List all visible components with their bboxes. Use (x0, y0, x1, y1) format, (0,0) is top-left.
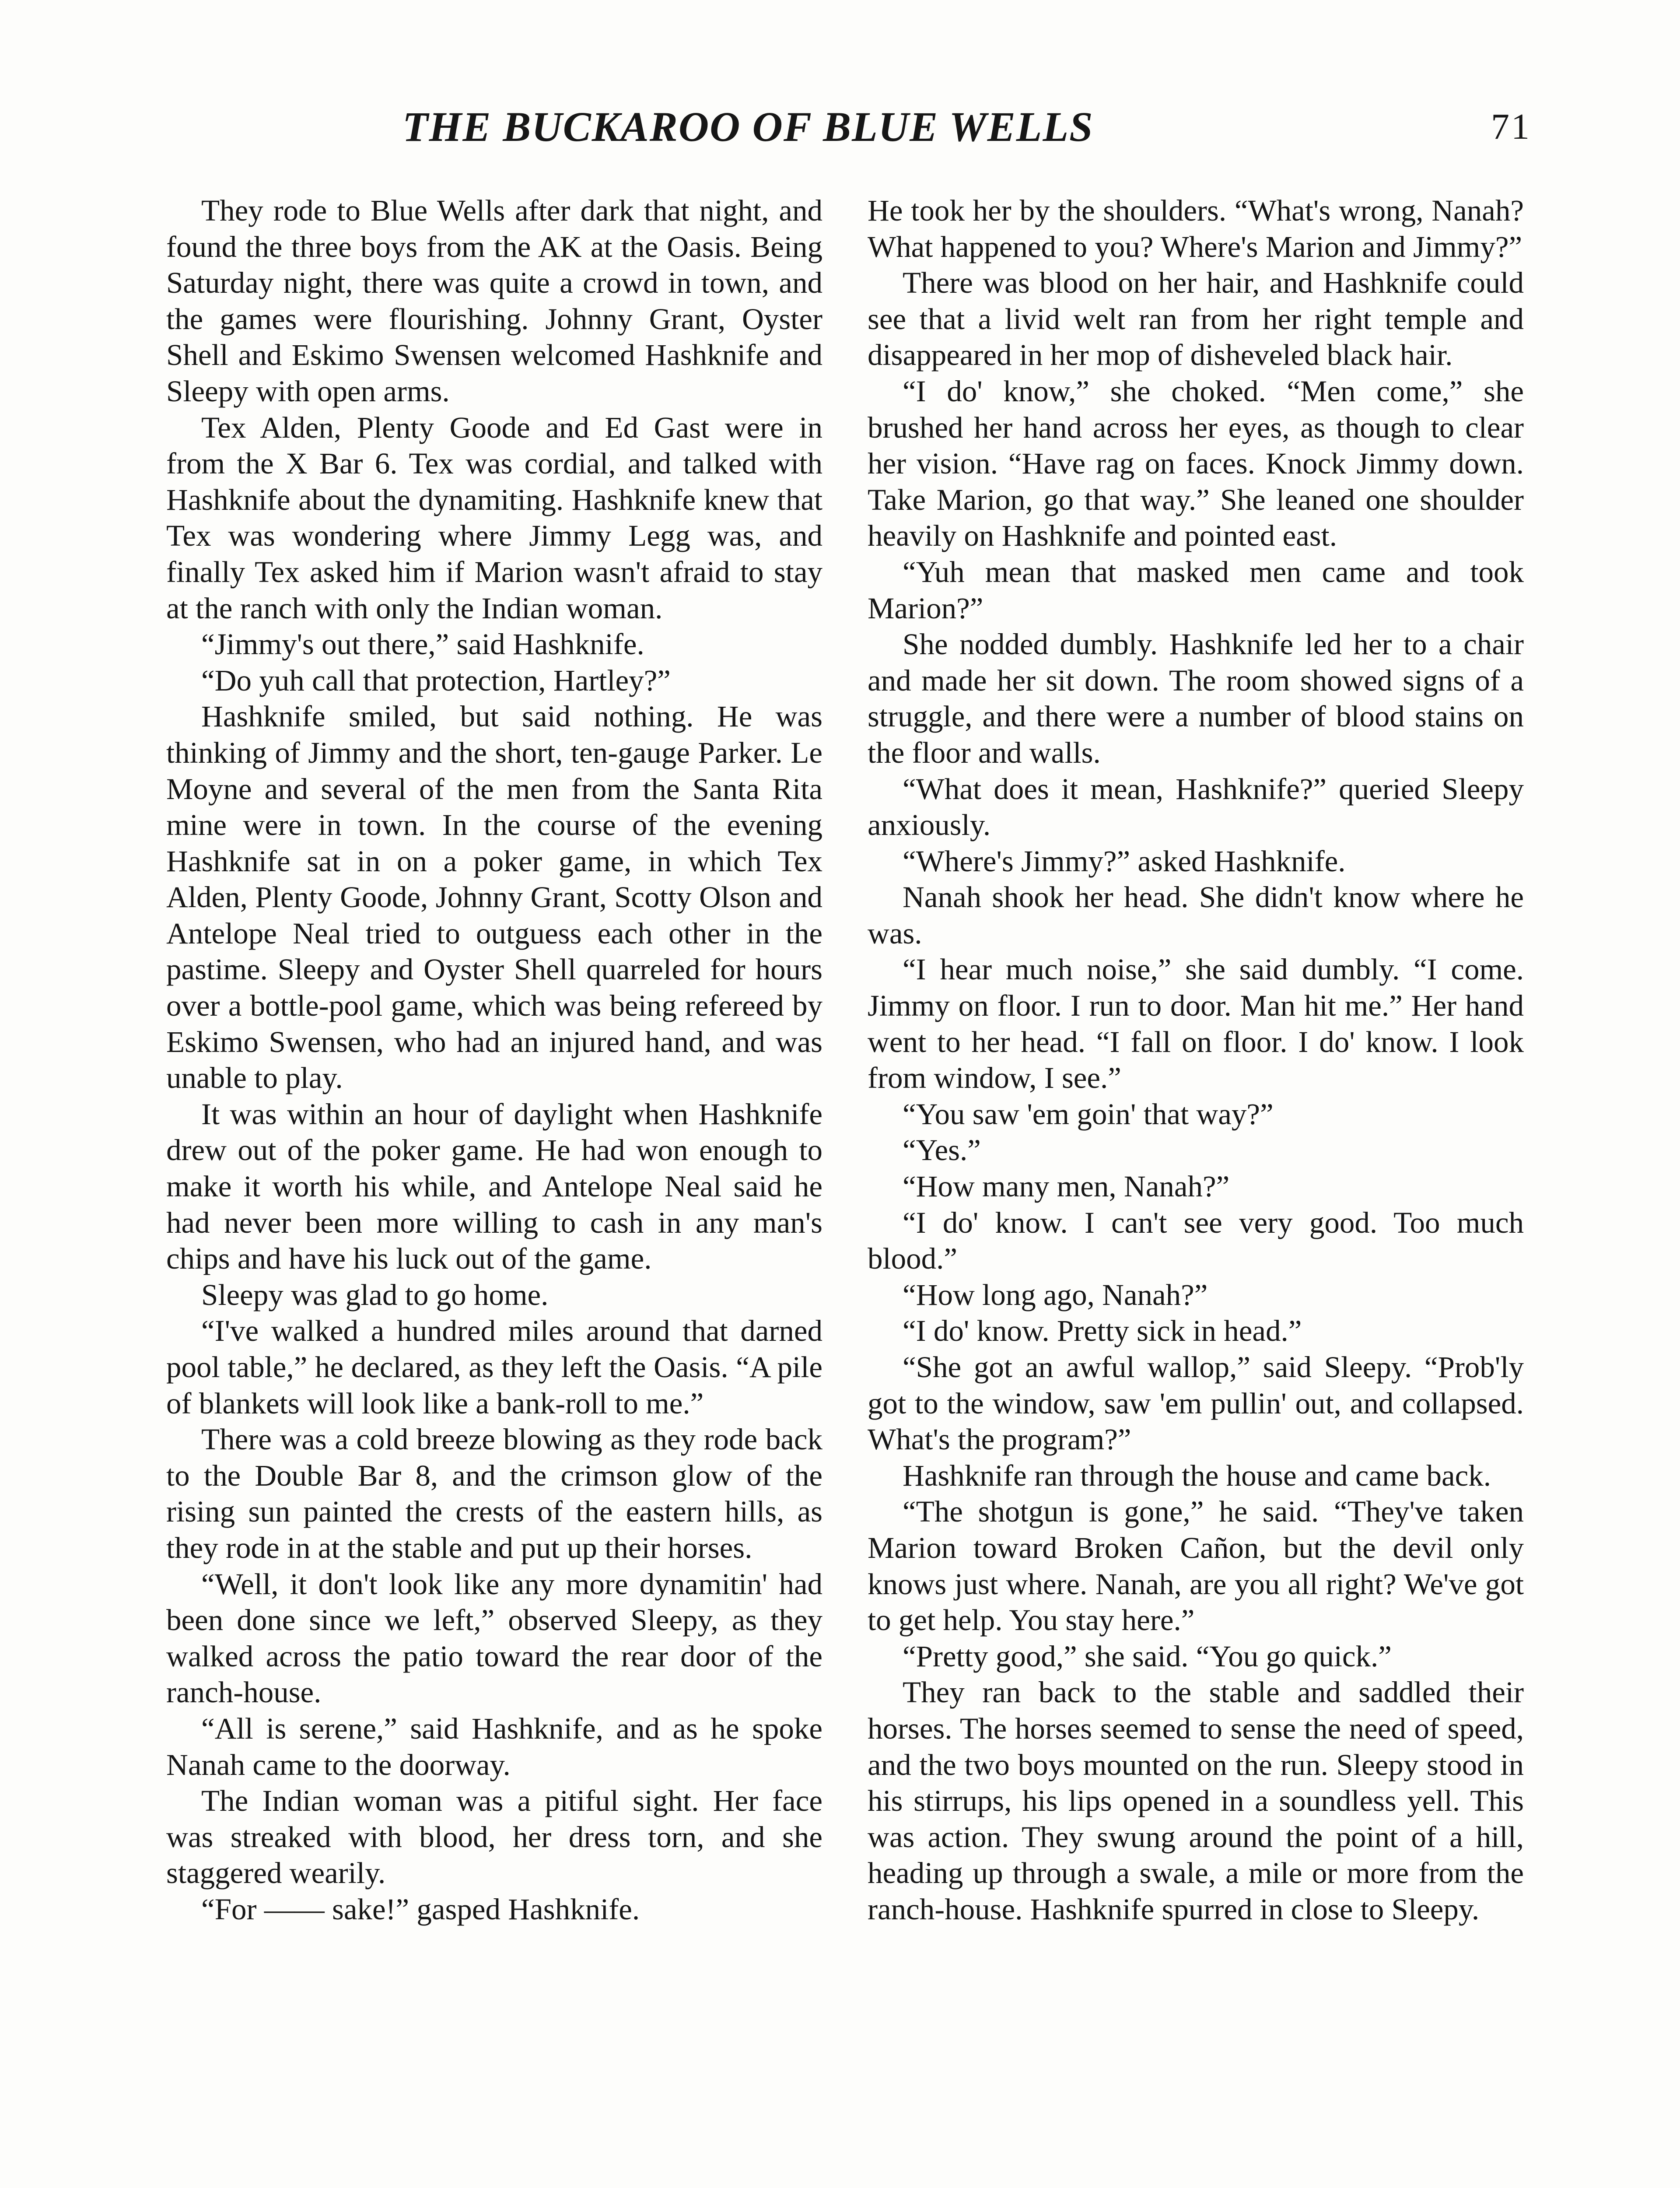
paragraph: “I do' know,” she choked. “Men come,” she brushed her hand across her eyes, as though to clear her vision. “Have rag on faces. Knock Jimmy down. Take Marion, go that way.” She leaned one shoulder heavily on Hashknife and pointed east. (868, 374, 1524, 553)
paragraph: The Indian woman was a pitiful sight. Her face was streaked with blood, her dress torn, and she staggered wearily. (166, 1784, 822, 1890)
left-column (166, 193, 822, 2188)
paragraph: “How many men, Nanah?” (903, 1170, 1230, 1203)
paragraph: “Well, it don't look like any more dynamitin' had been done since we left,” observed Sleepy, as they walked across the patio toward the rear door of the ranch-house. (166, 1567, 822, 1709)
paragraph: They ran back to the stable and saddled their horses. The horses seemed to sense the need of speed, and the two boys mounted on the run. Sleepy stood in his stirrups, his lips opened in a soundless yell. This was action. They swung around the point of a hill, heading up through a swale, a mile or more from the ranch-house. Hashknife spurred in close to Sleepy. (868, 1676, 1524, 1926)
paragraph: “You saw 'em goin' that way?” (903, 1097, 1274, 1131)
paragraph: Nanah shook her head. She didn't know where he was. (868, 880, 1524, 950)
paragraph: Tex Alden, Plenty Goode and Ed Gast were in from the X Bar 6. Tex was cordial, and talked with Hashknife about the dynamiting. Hashknife knew that Tex was wondering where Jimmy Legg was, and finally Tex asked him if Marion wasn't afraid to stay at the ranch with only the Indian woman. (166, 410, 822, 625)
right-column (868, 193, 1524, 2188)
paragraph: “Yuh mean that masked men came and took Marion?” (868, 555, 1524, 625)
page-number: 71 (1491, 106, 1531, 147)
paragraph: “Do yuh call that protection, Hartley?” (201, 663, 671, 697)
paragraph: There was a cold breeze blowing as they rode back to the Double Bar 8, and the crimson glow of the rising sun painted the crests of the eastern hills, as they rode in at the stable and put up their horses. (166, 1423, 822, 1564)
page-header (166, 96, 1531, 158)
paragraph: “I do' know. Pretty sick in head.” (903, 1314, 1302, 1348)
paragraph: She nodded dumbly. Hashknife led her to a chair and made her sit down. The room showed signs of a struggle, and there were a number of blood stains on the floor and walls. (868, 628, 1524, 769)
paragraph: “The shotgun is gone,” he said. “They've taken Marion toward Broken Cañon, but the devil only knows just where. Nanah, are you all right? We've got to get help. You stay here.” (868, 1495, 1524, 1637)
paragraph: Hashknife smiled, but said nothing. He was thinking of Jimmy and the short, ten-gauge Parker. Le Moyne and several of the men from the Santa Rita mine were in town. In the course of the evening Hashknife sat in on a poker game, in which Tex Alden, Plenty Goode, Johnny Grant, Scotty Olson and Antelope Neal tried to outguess each other in the pastime. Sleepy and Oyster Shell quarreled for hours over a bottle-pool game, which was being refereed by Eskimo Swensen, who had an injured hand, and was unable to play. (166, 700, 822, 1095)
paragraph: Hashknife ran through the house and came back. (903, 1459, 1491, 1492)
paragraph: “I do' know. I can't see very good. Too much blood.” (868, 1206, 1524, 1276)
continued-paragraph: He took her by the shoulders. “What's wrong, Nanah? What happened to you? Where's Marion and Jimmy?” (868, 194, 1524, 263)
paragraph: “For —— sake!” gasped Hashknife. (201, 1892, 640, 1926)
paragraph: “What does it mean, Hashknife?” queried Sleepy anxiously. (868, 772, 1524, 842)
paragraph: They rode to Blue Wells after dark that night, and found the three boys from the AK at the Oasis. Being Saturday night, there was quite a crowd in town, and the games were flourishing. Johnny Grant, Oyster Shell and Eskimo Swensen welcomed Hashknife and Sleepy with open arms. (166, 194, 822, 408)
paragraph: “I hear much noise,” she said dumbly. “I come. Jimmy on floor. I run to door. Man hit me.” Her hand went to her head. “I fall on floor. I do' know. I look from window, I see.” (868, 953, 1524, 1095)
paragraph: “Pretty good,” she said. “You go quick.” (903, 1639, 1392, 1673)
paragraph: “How long ago, Nanah?” (903, 1278, 1208, 1311)
paragraph: Sleepy was glad to go home. (201, 1278, 549, 1311)
paragraph: There was blood on her hair, and Hashknife could see that a livid welt ran from her right temple and disappeared in her mop of disheveled black hair. (868, 266, 1524, 372)
paragraph: “I've walked a hundred miles around that darned pool table,” he declared, as they left the Oasis. “A pile of blankets will look like a bank-roll to me.” (166, 1314, 822, 1420)
paragraph: “She got an awful wallop,” said Sleepy. “Prob'ly got to the window, saw 'em pullin' out, and collapsed. What's the program?” (868, 1350, 1524, 1456)
running-title: THE BUCKAROO OF BLUE WELLS (402, 103, 1094, 150)
paragraph: It was within an hour of daylight when Hashknife drew out of the poker game. He had won enough to make it worth his while, and Antelope Neal said he had never been more willing to cash in any man's chips and have his luck out of the game. (166, 1097, 822, 1276)
paragraph: “Jimmy's out there,” said Hashknife. (201, 628, 644, 661)
paragraph: “All is serene,” said Hashknife, and as he spoke Nanah came to the doorway. (166, 1711, 822, 1781)
paragraph: “Yes.” (903, 1133, 981, 1167)
paragraph: “Where's Jimmy?” asked Hashknife. (903, 844, 1346, 878)
